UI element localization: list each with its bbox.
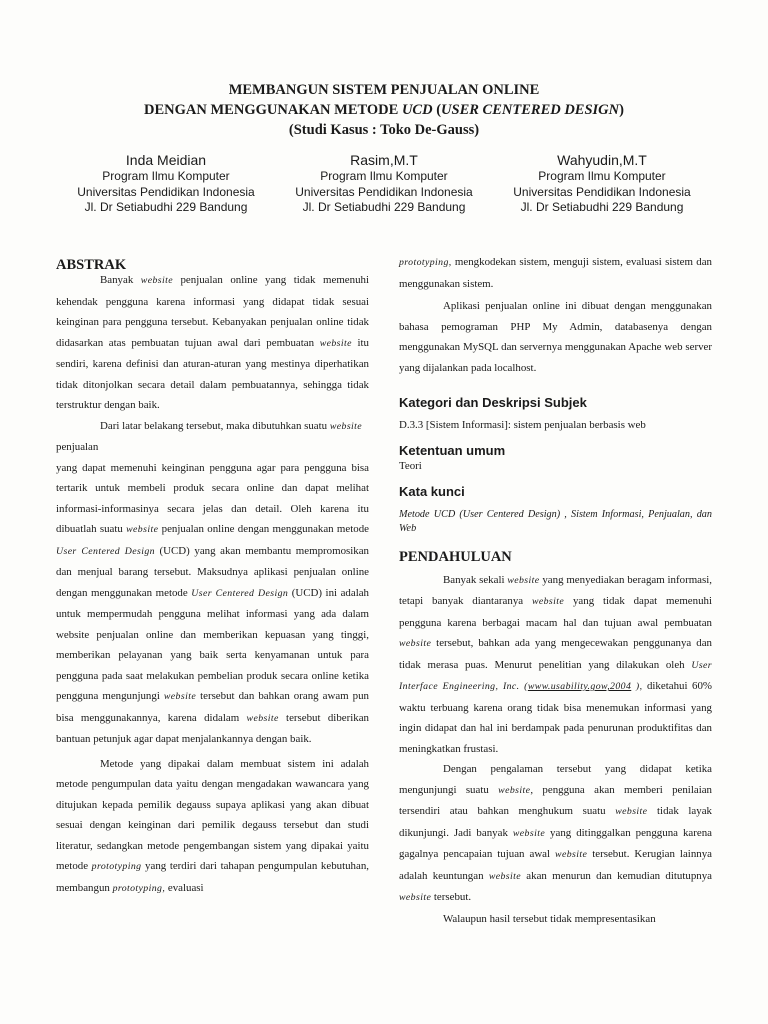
text-em: website	[512, 827, 546, 839]
author-name: Inda Meidian	[125, 152, 207, 168]
text: (UCD) ini adalah untuk mempermudah pengguna melihat informasi yang ada dalam website penjualan online dan memberikan kepuasan yang tinggi, memberikan pelayanan yang baik serta kenyamanan untuk para pengguna pada saat melakukan pembelian produk secara online ketika pengguna mengunjungi	[56, 586, 370, 702]
abstrak-paragraph-3	[56, 458, 369, 750]
pendahuluan-paragraph-1	[399, 570, 712, 760]
abstrak-paragraph-4	[56, 754, 369, 900]
author-1	[51, 151, 281, 216]
text-em: website	[488, 870, 521, 882]
kategori-heading: Kategori dan Deskripsi Subjek	[399, 395, 587, 410]
text-em: website	[507, 574, 540, 586]
ketentuan-heading: Ketentuan umum	[399, 442, 506, 458]
text-em: prototyping,	[399, 257, 452, 268]
text: tersebut, bahkan ada yang mengecewakan penggunanya dan tidak merasa puas. Menurut penelitian yang dilakukan oleh	[399, 637, 712, 671]
text-em: website	[246, 712, 279, 724]
text: tersebut diberikan bantuan petunjuk agar dapat menjalankannya dengan baik.	[56, 711, 369, 745]
abstrak-paragraph-5: Aplikasi penjualan online ini dibuat dengan menggunakan bahasa pemograman PHP My Admin, databasenya dengan menggunakan MySQL dan servernya menggunakan Apache web server yang dijalankan pada localhost.	[399, 300, 712, 374]
author-name: Rasim,M.T	[350, 152, 418, 168]
text: penjualan online dengan menggunakan metode	[158, 523, 369, 535]
author-address: Jl. Dr Setiabudhi 229 Bandung	[520, 200, 684, 214]
text: tersebut. Kerugian lainnya adalah keuntungan	[399, 848, 712, 882]
abstrak-paragraph-1	[56, 270, 369, 416]
ketentuan-text: Teori	[399, 459, 422, 472]
text: Dengan pengalaman tersebut yang didapat ketika mengunjungi suatu	[399, 763, 712, 796]
paper-header	[0, 80, 768, 140]
text: akan menurun dan kemudian ditutupnya	[521, 869, 712, 882]
paper-title-line-1: MEMBANGUN SISTEM PENJUALAN ONLINE	[228, 82, 540, 98]
kata-kunci-text: Metode UCD (User Centered Design) , Sistem Informasi, Penjualan, dan Web	[399, 508, 712, 534]
text: itu sendiri, karena definisi dan aturan-aturan yang mestinya diperhatikan tidak ditonjolkan secara detail dalam pembuatannya, sehingga tidak terstruktur dengan baik.	[56, 336, 369, 411]
text: yang dapat memenuhi keinginan pengguna agar para pengguna bisa tertarik untuk membeli produk secara online dan dapat melihat informasi-informasinya secara jelas dan detail. Oleh karena itu dibuatlah suatu	[56, 461, 369, 535]
text-em: website	[555, 849, 588, 860]
text: Banyak	[100, 274, 141, 286]
text-em: User Interface Engineering, Inc. (	[399, 659, 712, 692]
author-program: Program Ilmu Komputer	[538, 169, 666, 183]
author-3	[487, 151, 717, 216]
abstrak-heading: ABSTRAK	[56, 257, 127, 273]
text-em: prototyping,	[112, 882, 166, 894]
paper-subtitle: (Studi Kasus : Toko De-Gauss)	[288, 122, 480, 138]
text: Dari latar belakang tersebut, maka dibutuhkan suatu	[100, 419, 330, 432]
pendahuluan-paragraph-3: Walaupun hasil tersebut tidak mempresentasikan	[443, 912, 656, 925]
title-paren-close: )	[619, 102, 624, 118]
author-address: Jl. Dr Setiabudhi 229 Bandung	[84, 200, 248, 214]
kategori-text: D.3.3 [Sistem Informasi]: sistem penjualan berbasis web	[399, 419, 646, 431]
text: evaluasi	[165, 881, 204, 894]
title-ucd-full: USER CENTERED DESIGN	[441, 102, 620, 118]
text-em: website	[615, 806, 648, 817]
text-em: website	[531, 596, 565, 607]
text-em: prototyping	[91, 861, 142, 872]
text-em: website	[329, 420, 363, 432]
kata-kunci-heading: Kata kunci	[399, 483, 465, 499]
text: yang tidak dapat memenuhi pengguna karena berbagai macam hal dan tujuan awal pembuatan	[399, 595, 712, 629]
text-em: User Centered Design	[56, 545, 155, 557]
text: mengkodekan sistem, menguji sistem, evaluasi sistem dan menggunakan sistem.	[399, 256, 712, 290]
text-em: User Centered Design	[191, 587, 289, 599]
text: diketahui 60% waktu terbuang karena orang tidak bisa menemukan informasi yang ingin didapat dan hal ini berdampak pada penurunan produktifitas dan meningkatkan frustasi.	[399, 680, 712, 755]
pendahuluan-heading: PENDAHULUAN	[399, 548, 512, 565]
author-address: Jl. Dr Setiabudhi 229 Bandung	[302, 200, 466, 214]
text: tersebut.	[431, 891, 472, 903]
text-em: website	[163, 691, 197, 702]
pendahuluan-paragraph-2	[399, 759, 712, 909]
text: (UCD) yang akan membantu mempromosikan dan menjual barang tersebut. Maksudnya aplikasi penjualan online dengan menggunakan metode	[56, 544, 370, 599]
text-em: website	[319, 337, 352, 349]
abstrak-continued	[399, 252, 712, 294]
paper-title-line-2	[0, 100, 768, 120]
text: yang terdiri dari tahapan pengumpulan kebutuhan, membangun	[56, 860, 370, 894]
author-2	[269, 151, 499, 216]
text: penjualan online yang tidak memenuhi kehendak pengguna karena informasi yang didapat tidak sesuai keinginan para pengguna tersebut. Kebanyakan penjualan online tidak didasarkan atas pembuatan tujuan awal dari pembuatan	[56, 274, 369, 349]
right-column	[399, 252, 712, 929]
author-program: Program Ilmu Komputer	[102, 169, 230, 183]
author-university: Universitas Pendidikan Indonesia	[295, 184, 473, 199]
text: Metode yang dipakai dalam membuat sistem ini adalah metode pengumpulan data yaitu dengan mengadakan wawancara yang ditujukan kepada pemilik degauss supaya aplikasi yang akan dibuat sesuai dengan keinginan dari pemilik degauss tersebut dan studi literatur, sedangkan metode pengembangan sistem yang dipakai yaitu metode	[56, 757, 369, 872]
author-university: Universitas Pendidikan Indonesia	[513, 184, 691, 199]
text: yang ditinggalkan pengguna karena gagalnya pencapaian tujuan awal	[399, 826, 712, 860]
text-em: website	[399, 892, 432, 903]
title-paren: (	[432, 102, 442, 118]
left-column	[56, 256, 369, 899]
usability-link[interactable]: www.usability.gow,2004	[527, 681, 632, 692]
author-name: Wahyudin,M.T	[557, 152, 647, 168]
text-em: website	[498, 784, 531, 796]
text: yang menyediakan beragam informasi, tetapi banyak diantaranya	[399, 573, 712, 607]
text: tersebut dan bahkan orang awam pun bisa menggunakannya, karena didalam	[56, 690, 369, 724]
title-text: DENGAN MENGGUNAKAN METODE	[144, 102, 402, 118]
text-em: website	[399, 638, 432, 649]
text: penjualan	[56, 441, 99, 453]
text-em: website	[126, 524, 159, 535]
text: tidak layak dikunjungi. Jadi banyak	[399, 805, 712, 839]
title-ucd: UCD	[401, 102, 433, 118]
text-em: website	[140, 275, 173, 286]
text: , pengguna akan memberi penilaian tersendiri atau bahkan menghukum suatu	[399, 783, 712, 817]
author-university: Universitas Pendidikan Indonesia	[77, 184, 255, 199]
author-program: Program Ilmu Komputer	[320, 169, 448, 183]
text: Banyak sekali	[443, 573, 508, 586]
abstrak-paragraph-2	[56, 416, 369, 458]
text-em: ),	[631, 681, 643, 692]
